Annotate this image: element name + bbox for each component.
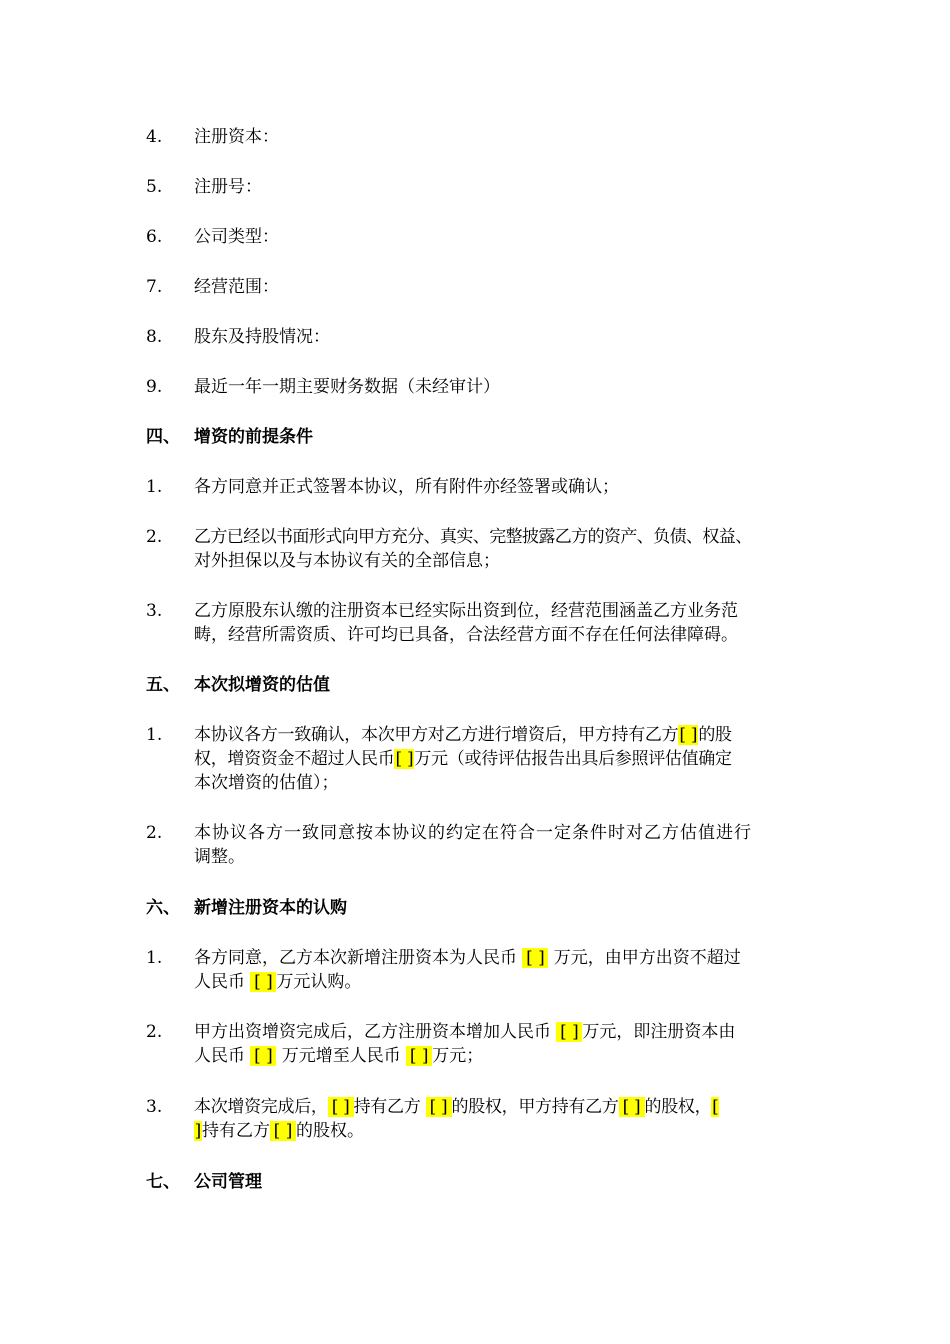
- clause-text: 各方同意并正式签署本协议，所有附件亦经签署或确认；: [194, 477, 619, 497]
- clause-text: [194, 1020, 806, 1068]
- blank-field: [ ]: [328, 1097, 354, 1117]
- section-title: 新增注册资本的认购: [194, 898, 347, 918]
- blank-field: [ ]: [406, 1046, 432, 1066]
- text-run: 各方同意，乙方本次新增注册资本为人民币: [194, 948, 523, 968]
- clause-text: [194, 599, 806, 647]
- clause-line: [194, 1119, 806, 1143]
- text-run: 持有乙方: [202, 1121, 270, 1141]
- section-title: 公司管理: [194, 1172, 262, 1192]
- blank-field: [ ]: [426, 1097, 452, 1117]
- clause-line: 本协议各方一致同意按本协议的约定在符合一定条件时对乙方估值进行: [194, 823, 752, 843]
- blank-field-open: [: [712, 1097, 719, 1117]
- clause-number: 3.: [146, 601, 163, 621]
- text-run: 的股权，: [644, 1097, 712, 1117]
- clause-number: 1.: [146, 725, 163, 745]
- blank-field: [ ]: [250, 1046, 276, 1066]
- text-run: 权，增资资金不超过人民币: [194, 749, 395, 769]
- clause-line: 对外担保以及与本协议有关的全部信息；: [194, 551, 500, 571]
- blank-field: [ ]: [522, 948, 548, 968]
- section-title: 本次拟增资的估值: [194, 675, 330, 695]
- clause-line: [194, 1020, 806, 1044]
- item-number: 5.: [146, 177, 163, 197]
- blank-field: [ ]: [395, 749, 414, 769]
- clause-line: [194, 723, 806, 747]
- text-run: 万元（或待评估报告出具后参照评估值确定: [414, 749, 732, 769]
- text-run: 的股权，甲方持有乙方: [451, 1097, 619, 1117]
- text-run: 万元，即注册资本由: [582, 1022, 736, 1042]
- clause-line: [194, 970, 806, 994]
- text-run: 本协议各方一致确认，本次甲方对乙方进行增资后，甲方持有乙方: [194, 725, 679, 745]
- clause-text: [194, 525, 806, 573]
- clause-number: 1.: [146, 477, 163, 497]
- item-text: 股东及持股情况：: [194, 327, 330, 347]
- item-text: 最近一年一期主要财务数据（未经审计）: [194, 377, 500, 397]
- text-run: 持有乙方: [353, 1097, 426, 1117]
- blank-field-close: ]: [194, 1121, 202, 1141]
- blank-field: [ ]: [679, 725, 698, 745]
- section-title: 增资的前提条件: [194, 427, 313, 447]
- section-number: 四、: [146, 427, 180, 447]
- clause-number: 2.: [146, 1022, 163, 1042]
- section-number: 五、: [146, 675, 180, 695]
- clause-line: [194, 946, 806, 970]
- item-number: 6.: [146, 227, 163, 247]
- item-text: 公司类型：: [194, 227, 279, 247]
- clause-number: 3.: [146, 1097, 163, 1117]
- blank-field: [ ]: [270, 1121, 296, 1141]
- item-text: 经营范围：: [194, 277, 279, 297]
- item-number: 9.: [146, 377, 163, 397]
- clause-line: [194, 1095, 806, 1119]
- text-run: 甲方出资增资完成后，乙方注册资本增加人民币: [194, 1022, 557, 1042]
- section-number: 七、: [146, 1172, 180, 1192]
- clause-line: 畴，经营所需资质、许可均已具备，合法经营方面不存在任何法律障碍。: [194, 625, 738, 645]
- text-run: 万元增至人民币: [276, 1046, 407, 1066]
- clause-text: [194, 821, 806, 869]
- text-run: 万元认购。: [276, 972, 362, 992]
- clause-number: 1.: [146, 948, 163, 968]
- item-number: 8.: [146, 327, 163, 347]
- text-run: 本次增资完成后，: [194, 1097, 328, 1117]
- text-run: 的股权。: [296, 1121, 364, 1141]
- item-text: 注册号：: [194, 177, 262, 197]
- text-run: 的股: [698, 725, 732, 745]
- text-run: 万元，由甲方出资不超过: [548, 948, 741, 968]
- item-text: 注册资本：: [194, 127, 279, 147]
- section-number: 六、: [146, 898, 180, 918]
- clause-line: 乙方已经以书面形式向甲方充分、真实、完整披露乙方的资产、负债、权益、: [194, 527, 752, 547]
- clause-number: 2.: [146, 823, 163, 843]
- item-number: 7.: [146, 277, 163, 297]
- clause-line: 调整。: [194, 847, 245, 867]
- text-run: 万元；: [432, 1046, 484, 1066]
- clause-text: [194, 1095, 806, 1143]
- clause-line: [194, 747, 806, 771]
- item-number: 4.: [146, 127, 163, 147]
- blank-field: [ ]: [619, 1097, 645, 1117]
- clause-line: [194, 1044, 806, 1068]
- text-run: 人民币: [194, 972, 251, 992]
- clause-text: [194, 723, 806, 795]
- clause-line: 本次增资的估值）；: [194, 773, 339, 793]
- text-run: 人民币: [194, 1046, 251, 1066]
- clause-text: [194, 946, 806, 994]
- blank-field: [ ]: [556, 1022, 582, 1042]
- clause-line: 乙方原股东认缴的注册资本已经实际出资到位，经营范围涵盖乙方业务范: [194, 601, 738, 621]
- clause-number: 2.: [146, 527, 163, 547]
- blank-field: [ ]: [250, 972, 276, 992]
